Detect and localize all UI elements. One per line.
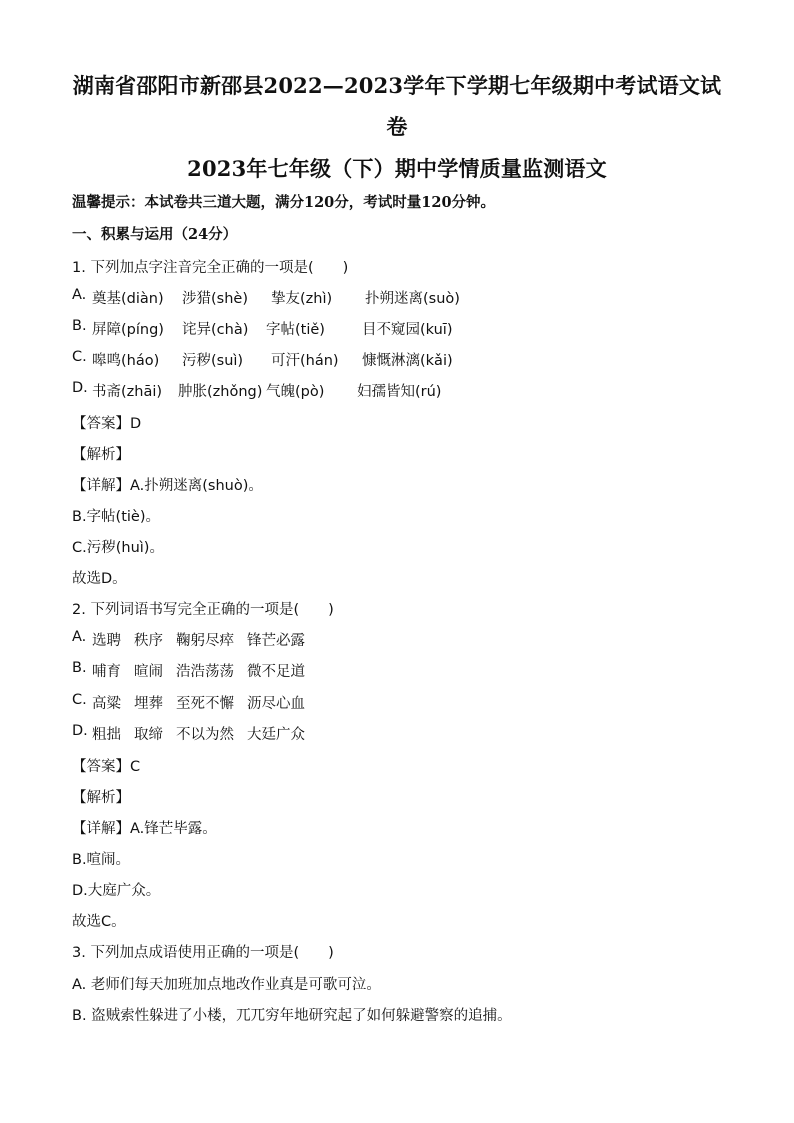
option-label: B. <box>72 660 87 676</box>
option-item: 挚友(zhì) <box>271 291 333 307</box>
document-subtitle: 2023年七年级（下）期中学情质量监测语文 <box>187 156 607 181</box>
option-label: D. <box>72 723 88 739</box>
option-item: 字帖(tiě) <box>266 322 325 338</box>
option-label: A. <box>72 629 87 645</box>
option-item: 肿胀(zhǒng) <box>178 384 263 400</box>
option-item: 屏障(píng) <box>92 322 164 338</box>
option-item: 沥尽心血 <box>247 696 305 712</box>
section-heading: 一、积累与运用（24分） <box>72 226 238 243</box>
option-item: 涉猎(shè) <box>182 291 248 307</box>
option-item: 锋芒必露 <box>247 633 305 649</box>
option-item: 污秽(suì) <box>182 353 244 369</box>
option-item: 暄闹 <box>134 664 163 680</box>
question-1-stem: 1. 下列加点字注音完全正确的一项是( ) <box>72 260 349 276</box>
option-label: C. <box>72 349 87 365</box>
option-label: B. <box>72 318 87 334</box>
question-2-answer: 【答案】C <box>72 759 141 775</box>
option-item: 嗥鸣(háo) <box>92 353 160 369</box>
question-1-analysis-heading: 【解析】 <box>72 447 130 463</box>
option-item: 粗拙 <box>92 727 121 743</box>
option-item: 取缔 <box>134 727 163 743</box>
option-item: 高粱 <box>92 696 121 712</box>
option-item: 诧异(chà) <box>182 322 249 338</box>
question-1-detail: C.污秽(huì)。 <box>72 540 164 556</box>
option-item: 鞠躬尽瘁 <box>176 633 234 649</box>
option-item: 气魄(pò) <box>266 384 325 400</box>
option-item: 秩序 <box>134 633 163 649</box>
option-label: A. <box>72 287 87 303</box>
question-2-stem: 2. 下列词语书写完全正确的一项是( ) <box>72 602 334 618</box>
question-2-detail: D.大庭广众。 <box>72 883 161 899</box>
notice-text: 温馨提示：本试卷共三道大题，满分120分，考试时量120分钟。 <box>72 194 496 211</box>
question-2-detail: 【详解】A.锋芒毕露。 <box>72 821 217 837</box>
option-item: 至死不懈 <box>176 696 234 712</box>
option-item: 选聘 <box>92 633 121 649</box>
option-item: 微不足道 <box>247 664 305 680</box>
option-item: 埋葬 <box>134 696 163 712</box>
question-1-conclusion: 故选D。 <box>72 571 127 587</box>
option-label: C. <box>72 692 87 708</box>
option-item: 扑朔迷离(suò) <box>365 291 460 307</box>
document-title-line1: 湖南省邵阳市新邵县2022—2023学年下学期七年级期中考试语文试 <box>72 73 722 98</box>
option-item: 奠基(diàn) <box>92 291 164 307</box>
option-item: 浩浩荡荡 <box>176 664 234 680</box>
option-item: 哺育 <box>92 664 121 680</box>
option-item: 慷慨淋漓(kǎi) <box>362 353 453 369</box>
option-item: 可汗(hán) <box>271 353 339 369</box>
question-3-option-a: A. 老师们每天加班加点地改作业真是可歌可泣。 <box>72 977 381 993</box>
option-item: 大廷广众 <box>247 727 305 743</box>
question-1-detail: 【详解】A.扑朔迷离(shuò)。 <box>72 478 263 494</box>
question-1-detail: B.字帖(tiè)。 <box>72 509 161 525</box>
document-title-line2: 卷 <box>386 114 408 139</box>
option-item: 不以为然 <box>176 727 234 743</box>
question-3-option-b: B. 盗贼索性躲进了小楼，兀兀穷年地研究起了如何躲避警察的追捕。 <box>72 1008 512 1024</box>
option-item: 书斋(zhāi) <box>92 384 163 400</box>
option-label: D. <box>72 380 88 396</box>
question-1-answer: 【答案】D <box>72 416 142 432</box>
question-2-conclusion: 故选C。 <box>72 914 126 930</box>
option-item: 目不窥园(kuī) <box>362 322 453 338</box>
question-2-detail: B.喧闹。 <box>72 852 131 868</box>
question-2-analysis-heading: 【解析】 <box>72 790 130 806</box>
option-item: 妇孺皆知(rú) <box>357 384 442 400</box>
question-3-stem: 3. 下列加点成语使用正确的一项是( ) <box>72 945 334 961</box>
